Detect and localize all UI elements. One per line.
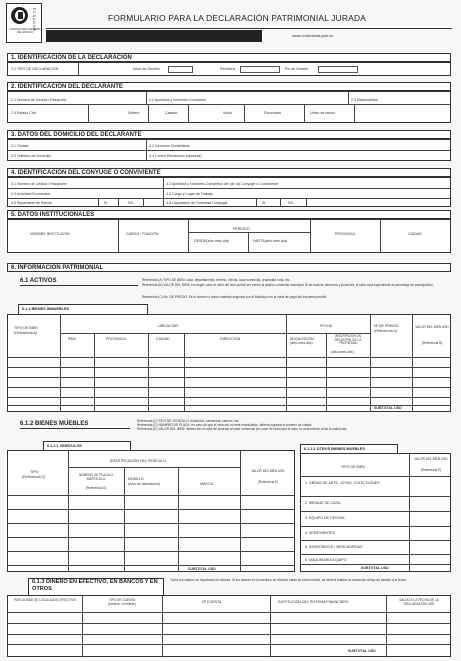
section-5-title: 5. DATOS INSTITUCIONALES bbox=[7, 210, 451, 219]
otros-bienes-table: TIPO DE BIEN VALOR DEL BIEN USD (Referencia E) 1. OBRAS DE ARTE, JOYAS, COLECCIONES 2. MENAJE DE CASA 3. EQUIPO DE OFICINA 4. SEMOVIENTES 5. INVENTARIOS / MERCADERÍAS 6. MAQUINARIA EQUIPO SUBTOTAL USD bbox=[300, 453, 451, 572]
fin-checkbox[interactable] bbox=[318, 66, 358, 73]
vehiculos-tab: 6.1.2.1 VEHÍCULOS bbox=[43, 441, 131, 450]
logo-caption: CONTRALORÍA GENERAL DEL ESTADO bbox=[9, 28, 41, 34]
page-title: FORMULARIO PARA LA DECLARACIÓN PATRIMONIAL JURADA bbox=[108, 13, 366, 23]
activos-ref-a: Referencia (A) TIPO DE BIEN: casa, departamento, terreno, oficina, local comercial, propiedad rural, etc. bbox=[142, 278, 291, 282]
section-2-title: 2. IDENTIFICACIÓN DEL DECLARANTE bbox=[7, 82, 451, 91]
bienes-inmuebles-table: TIPO DE BIEN (Referencia A) UBICACIÓN PAÍS PROVINCIA CIUDAD DIRECCIÓN FECHA ADQUISICIÓN (año-mes-día) INSCRIPCIÓN EN REGISTRO DE LA PROPIEDAD (año-mes-día) Nº DE PREDIO (Referencia C) VALOR DEL BIEN USD (Referencia B) SUBTOTAL USD bbox=[7, 314, 451, 412]
activos-ref-c: Referencia (C) No. DE PREDIO: Es el número o clave catastral asignado por el Municipio en la carta de pago del impuesto predial. bbox=[142, 295, 327, 299]
section-1-body: 1.1 TIPO DE DECLARACIÓN Inicio de Gestión Periódica Fin de Gestión bbox=[7, 62, 451, 76]
section-5-body: NOMBRE INSTITUCIÓN CARGO / FUNCIÓN PERÍODO DESDE(año-mes-día) HASTA(año-mes-día) PROVINCIA CIUDAD bbox=[7, 219, 451, 253]
section-4-title: 4. IDENTIFICACIÓN DEL CÓNYUGE O CONVIVIENTE bbox=[7, 168, 451, 177]
section-4-body: 4.1 Número de Cédula / Pasaporte 4.2 Apellidos y Nombres Completos del (de la) Cónyuge o Conviviente 4.3 Actividad Económica 4.4 Cargo y Lugar de Trabajo 4.5 Separación de Bienes SI NO 4.6 Liquidación de Sociedad Conyugal SI NO bbox=[7, 177, 451, 207]
section-3-title: 3. DATOS DEL DOMICILIO DEL DECLARANTE bbox=[7, 130, 451, 139]
section-6-1-2-title: 6.1.2 BIENES MUEBLES bbox=[20, 420, 130, 429]
logo-vertical-text: ECUADOR bbox=[32, 8, 36, 32]
bienes-inmuebles-tab: 6.1.1 BIENES INMUEBLES bbox=[18, 304, 148, 314]
activos-ref-b: Referencia (B) VALOR DEL BIEN: en ningún caso el valor del bien puede ser menor al avalúo comercial municipal. Si se trata de derechos y Acciones, el valor será equivalente al porcentaje de participación. bbox=[142, 283, 434, 287]
dinero-table: PAÍS DONDE SE LOCALIZA EL EFECTIVO TIPO DE CUENTA (ahorros / corriente) Nº CUENTA INSTITUCIÓN DEL SISTEMA FINANCIERO SALDO A LA FECHA DE LA DECLARACIÓN USD SUBTOTAL USD bbox=[7, 595, 451, 657]
logo bbox=[6, 3, 42, 43]
section-6-title: 6. INFORMACIÓN PATRIMONIAL bbox=[7, 263, 451, 272]
otros-bienes-tab: 6.1.2.2 OTROS BIENES MUEBLES bbox=[300, 444, 398, 453]
inicio-checkbox[interactable] bbox=[168, 66, 193, 73]
header-url-bar bbox=[46, 30, 262, 42]
dinero-title-box: 6.1.3 DINERO EN EFECTIVO, EN BANCOS Y EN OTROS bbox=[28, 578, 164, 595]
header-url: www.contraloria.gob.ec bbox=[292, 33, 334, 38]
section-6-1-title: 6.1 ACTIVOS bbox=[20, 277, 138, 286]
header bbox=[0, 0, 461, 48]
dinero-note: Todos los valores se reportarán en dólares. Si los valores en la cuenta o en efectivo están en otra moneda, se deberá realizar la valoración al tipo de cambio a la fecha. bbox=[170, 578, 407, 582]
section-1-title: 1. IDENTIFICACIÓN DE LA DECLARACIÓN bbox=[7, 53, 451, 62]
section-2-body: 2.1 Número de Cédula / Pasaporte 2.2 Apellidos y Nombres Completos 2.3 Nacionalidad 2.4 Estado Civil Soltero Casado Viudo Divorciado Unión de hecho bbox=[7, 91, 451, 123]
section-3-body: 3.1 Ciudad 3.2 Dirección Domiciliaria 3.3 Teléfono de Domicilio 3.4 Correo Electrónico (opcional) bbox=[7, 139, 451, 161]
vehiculos-table: TIPO (Referencia C) IDENTIFICACIÓN DEL VEHÍCULO NÚMERO DE PLACA O MATRÍCULA (Referencia D) MODELO (Año de fabricación) MARCA VALOR DEL BIEN USD (Referencia E) SUBTOTAL USD bbox=[7, 450, 295, 572]
periodica-checkbox[interactable] bbox=[240, 66, 280, 73]
